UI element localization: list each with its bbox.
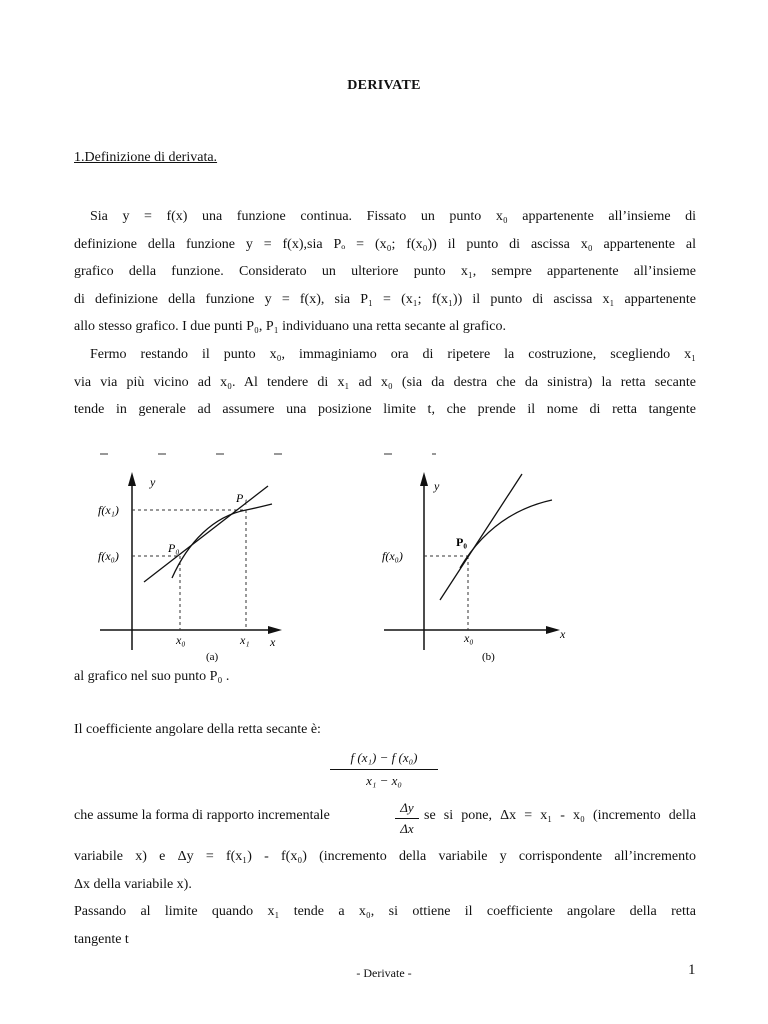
function-curve xyxy=(172,504,272,578)
x-axis-label: x xyxy=(270,635,276,649)
paragraph-line: via via più vicino ad x₀. Al tendere di x₁ ad x₀ (sia da destra che da sinistra) la retta secante xyxy=(74,374,696,390)
x0-label: x₀ xyxy=(464,631,474,645)
page-footer: - Derivate - xyxy=(356,966,412,980)
section-heading: 1.Definizione di derivata. xyxy=(74,150,218,165)
tangent-line xyxy=(440,474,522,600)
paragraph-line: variabile x) e Δy = f(x₁) - f(x₀) (incremento della variabile y corrispondente all’incremento xyxy=(74,849,696,864)
paragraph-line: Sia y = f(x) una funzione continua. Fissato un punto x₀ appartenente all’insieme di xyxy=(90,209,696,224)
x-axis-label: x xyxy=(560,627,566,641)
page-title: DERIVATE xyxy=(347,78,421,93)
paragraph-line: grafico della funzione. Considerato un ulteriore punto x₁, sempre appartenente all’insieme xyxy=(74,264,696,279)
y-axis-arrow xyxy=(128,472,136,486)
p1-label: P₁ xyxy=(236,491,248,505)
x-axis-arrow xyxy=(268,626,282,634)
secant-slope-fraction xyxy=(330,750,438,789)
paragraph-line: Passando al limite quando x₁ tende a x₀, si ottiene il coefficiente angolare della retta xyxy=(74,904,696,919)
fx0-label: f(x₀) xyxy=(98,549,119,563)
page-number: 1 xyxy=(688,962,696,978)
paragraph-line: Δx della variabile x). xyxy=(74,876,192,892)
figure-b-caption: (b) xyxy=(482,651,495,663)
after-figure-text: al grafico nel suo punto P₀ . xyxy=(74,669,230,684)
y-axis-label: y xyxy=(150,475,156,489)
fraction-denominator: x₁ − x₀ xyxy=(366,773,402,788)
paragraph-line: di definizione della funzione y = f(x), sia P₁ = (x₁; f(x₁)) il punto di ascissa x₁ appartenente xyxy=(74,291,696,307)
ratio-text-before: che assume la forma di rapporto incrementale xyxy=(74,808,330,823)
paragraph-line: tangente t xyxy=(74,931,129,947)
x1-label: x₁ xyxy=(240,633,250,647)
y-axis-arrow xyxy=(420,472,428,486)
paragraph-line: tende in generale ad assumere una posizione limite t, che prende il nome di retta tangente xyxy=(74,402,696,417)
figure-b-tangent xyxy=(376,450,576,664)
ratio-denominator: Δx xyxy=(400,821,414,836)
figure-a-secant xyxy=(96,450,296,664)
paragraph-line: definizione della funzione y = f(x),sia Pₒ = (x₀; f(x₀)) il punto di ascissa x₀ appartenente al xyxy=(74,236,696,252)
figure-a-caption: (a) xyxy=(206,651,219,663)
p0-label: P₀ xyxy=(456,535,467,549)
secant-line xyxy=(144,486,268,582)
paragraph-line: allo stesso grafico. I due punti P₀, P₁ individuano una retta secante al grafico. xyxy=(74,319,506,334)
incremental-ratio-fraction xyxy=(395,800,419,837)
paragraph-line: Fermo restando il punto x₀, immaginiamo ora di ripetere la costruzione, scegliendo x₁ xyxy=(90,347,696,362)
fx0-label: f(x₀) xyxy=(382,549,403,563)
x0-label: x₀ xyxy=(176,633,186,647)
secant-intro: Il coefficiente angolare della retta secante è: xyxy=(74,722,321,737)
fx1-label: f(x₁) xyxy=(98,503,119,517)
fraction-numerator: f (x₁) − f (x₀) xyxy=(330,750,438,770)
function-curve xyxy=(460,500,552,568)
p0-label: P₀ xyxy=(168,541,180,555)
x-axis-arrow xyxy=(546,626,560,634)
y-axis-label: y xyxy=(434,479,440,493)
paragraph-definition xyxy=(74,203,696,341)
ratio-numerator: Δy xyxy=(395,800,419,819)
paragraph-increments xyxy=(74,843,696,953)
paragraph-limit xyxy=(74,341,696,424)
ratio-text-after: se si pone, Δx = x₁ - x₀ (incremento della xyxy=(424,808,696,823)
